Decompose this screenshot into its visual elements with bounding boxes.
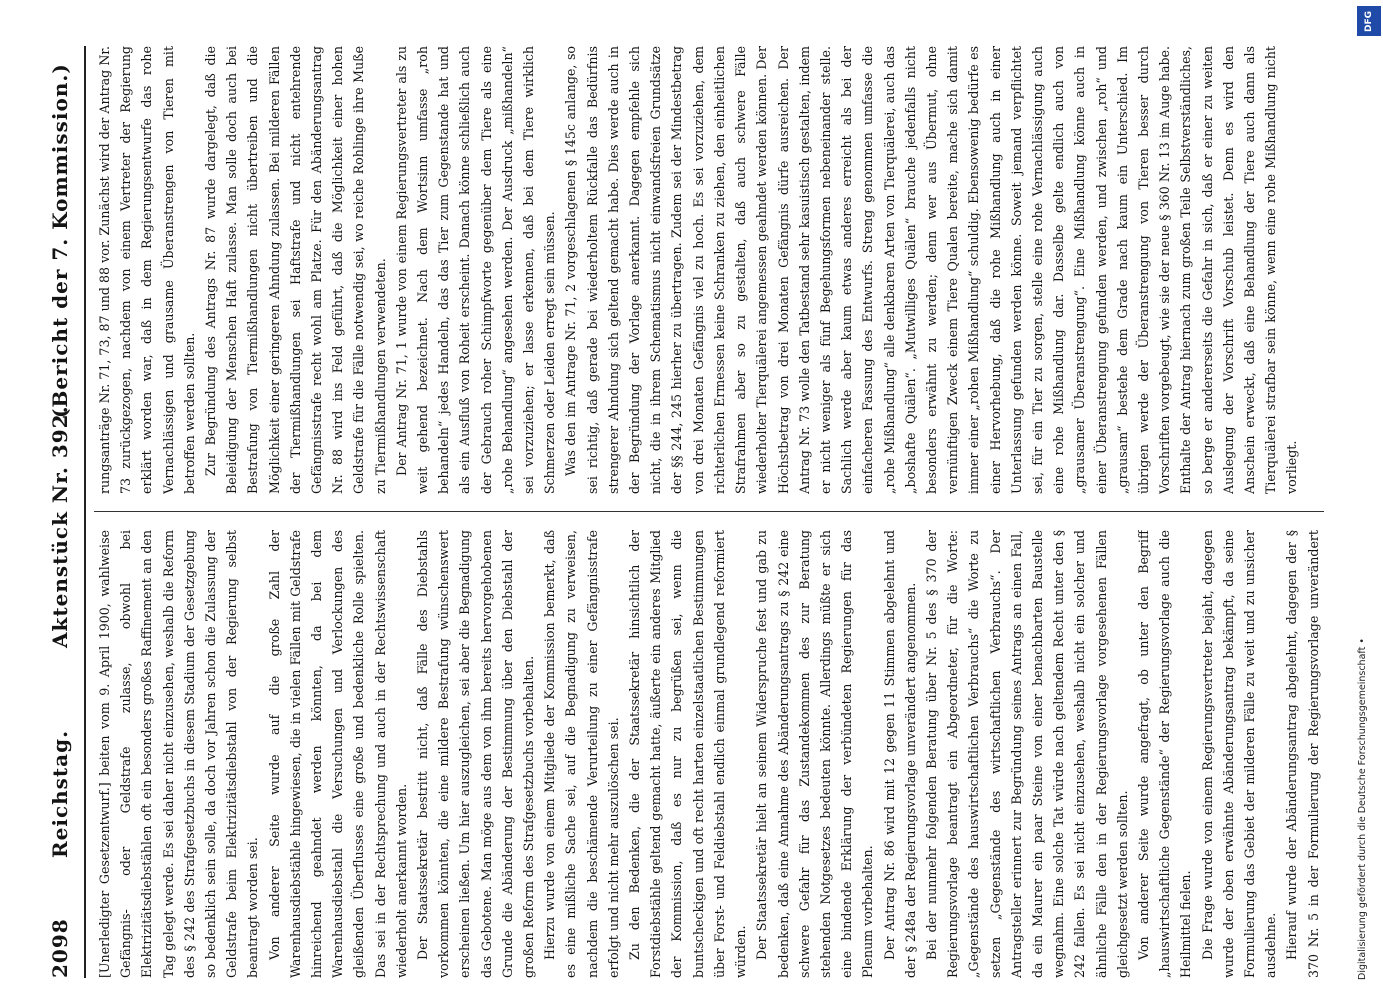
paragraph: Die Frage wurde von einem Regierungsvertreter bejaht, dagegen wurde der oben erwähnte Abänderungsantrag bekämpft, da seine Formulierung das Gebiet der milderen Fälle zu weit und zu unsicher ausdehne. [1199, 530, 1279, 978]
paragraph: Von anderer Seite wurde angefragt, ob unter den Begriff „hauswirtschaftliche Gegenstände“ der Regierungsvorlage auch die Heilmittel fielen. [1135, 530, 1194, 978]
section-title: (Bericht der 7. Kommission.) [48, 63, 72, 418]
paragraph: Zur Begründung des Antrags Nr. 87 wurde dargelegt, daß die Beleidigung der Menschen Haft zulasse. Man solle doch auch bei Bestrafung von Tiermißhandlungen nicht übertreiben und die Möglichkeit einer geringeren Ahndung zulassen. Bei milderen Fällen der Tiermißhandlungen sei Haftstrafe und nicht entehrende Gefängnisstrafe recht wohl am Platze. Für den Abänderungsantrag Nr. 88 wird ins Feld geführt, daß die Möglichkeit einer hohen Geldstrafe für die Fälle notwendig sei, wo reiche Rohlinge ihre Muße zu Tiermißhandlungen verwendeten. [203, 46, 388, 494]
paragraph: [Unerledigter Gesetzentwurf.] beiten vom 9. April 1900, wahlweise Gefängnis- oder Geldstrafe zulasse, obwohl bei Elektrizitätsdiebstählen oft ein besonders großes Raffinement an den Tag gelegt werde. Es sei daher nicht einzusehen, weshalb die Reform des § 242 des Strafgesetzbuchs in diesem Stadium der Gesetzgebung so bedenklich sein solle, da doch vor Jahren schon die Zulassung der Geldstrafe beim Elektrizitätsdiebstahl von der Regierung selbst beantragt worden sei. [97, 530, 261, 978]
paragraph: Der Staatssekretär bestritt nicht, daß Fälle des Diebstahls vorkommen könnten, die eine mildere Bestrafung wünschenswert erscheinen ließen. Um hier auszugleichen, sei aber die Begnadigung das Gebotene. Man möge aus dem von ihm bereits hervorgehobenen Grunde die Abänderung der Bestimmung über den Diebstahl der großen Reform des Strafgesetzbuchs vorbehalten. [415, 530, 537, 978]
document-title: Aktenstück Nr. 392. [48, 405, 72, 648]
paragraph: Von anderer Seite wurde auf die große Zahl der Warenhausdiebstähle hingewiesen, die in vielen Fällen mit Geldstrafe hinreichend geahndet werden könnten, da bei dem Warenhausdiebstahl die Versuchungen und Verlockungen des gleißenden Überflusses eine große und bedenkliche Rolle spielten. Das sei in der Rechtsprechung und auch in der Rechtswissenschaft wiederholt anerkannt worden. [266, 530, 409, 978]
dfg-logo: DFG [1357, 6, 1381, 36]
digitization-credit: Digitalisierung gefördert durch die Deutsche Forschungsgemeinschaft • [1357, 638, 1368, 980]
paragraph: Der Antrag Nr. 86 wird mit 12 gegen 11 Stimmen abgelehnt und der § 248a der Regierungsvorlage unverändert angenommen. [881, 530, 918, 978]
paragraph: rungsanträge Nr. 71, 73, 87 und 88 vor. Zunächst wird der Antrag Nr. 73 zurückgezogen, nachdem von einem Vertreter der Regierung erklärt worden war, daß in dem Regierungsentwurfe das rohe Vernachlässigen und grausame Überanstrengen von Tieren mit betroffen werden sollten. [97, 46, 197, 494]
page-number: 2098 [48, 918, 72, 978]
column-divider [94, 511, 1324, 512]
right-column [94, 46, 1324, 494]
paragraph: Was den im Antrage Nr. 71, 2 vorgeschlagenen § 145c anlange, so sei richtig, daß gerade bei wiederholtem Rückfalle das Bedürfnis strengerer Ahndung sich geltend gemacht habe. Dies werde auch in der Begründung der Vorlage anerkannt. Dagegen empfehle sich nicht, die in ihrem Schematismus nicht einwandsfreien Grundsätze der §§ 244, 245 hierher zu übertragen. Zudem sei der Mindestbetrag von drei Monaten Gefängnis viel zu hoch. Es sei vorzuziehen, dem richterlichen Ermessen keine Schranken zu ziehen, den einheitlichen Strafrahmen aber so zu gestalten, daß auch schwere Fälle wiederholter Tierquälerei angemessen geahndet werden können. Der Höchstbetrag von drei Monaten Gefängnis dürfe ausreichen. Der Antrag Nr. 73 wolle den Tatbestand sehr kasuistisch gestalten, indem er nicht weniger als fünf Begehungsformen nebeneinander stelle. Sachlich werde aber kaum etwas anderes erreicht als bei der einfacheren Fassung des Entwurfs. Streng genommen umfasse die „rohe Mißhandlung“ alle denkbaren Arten von Tierquälerei, auch das „boshafte Quälen“. „Mutwilliges Quälen“ brauche jedenfalls nicht besonders erwähnt zu werden; denn wer aus Übermut, ohne vernünftigen Zweck einem Tiere Qualen bereite, mache sich damit immer einer „rohen Mißhandlung“ schuldig. Ebensowenig bedürfe es einer Hervorhebung, daß die rohe Mißhandlung auch in einer Unterlassung gefunden werden könne. Soweit jemand verpflichtet sei, für ein Tier zu sorgen, stelle eine rohe Vernachlässigung auch eine rohe Mißhandlung dar. Dasselbe gelte endlich auch von „grausamer Überanstrengung“. Eine Mißhandlung könne auch in einer Überanstrengung gefunden werden, und zwischen „roh“ und „grausam“ bestehe dem Grade nach kaum ein Unterschied. Im übrigen werde der Überanstrengung von Tieren besser durch Vorschriften vorgebeugt, wie sie der neue § 360 Nr. 13 im Auge habe. Enthalte der Antrag hiernach zum großen Teile Selbstverständliches, so berge er andererseits die Gefahr in sich, daß er einer zu weiten Auslegung der Vorschrift Vorschub leistet. Denn es wird den Anschein erweckt, daß eine Behandlung der Tiere auch dann als Tierquälerei strafbar sein könne, wenn eine rohe Mißhandlung nicht vorliegt. [563, 46, 1300, 494]
paragraph: Bei der nunmehr folgenden Beratung über Nr. 5 des § 370 der Regierungsvorlage beantragt ein Abgeordneter, für die Worte: „Gegenstände des hauswirtschaftlichen Verbrauchs“ die Worte zu setzen „Gegenstände des wirtschaftlichen Verbrauchs“. Der Antragsteller erinnert zur Begründung seines Antrags an einen Fall, da ein Maurer ein paar Steine von einer benachbarten Baustelle wegnahm. Eine solche Tat würde nach geltendem Recht unter den § 242 fallen. Es sei nicht einzusehen, weshalb nicht ein solcher und ähnliche Fälle den in der Regierungsvorlage vorgesehenen Fällen gleichgesetzt werden sollten. [923, 530, 1130, 978]
rotated-page [40, 46, 1330, 978]
paragraph: Hierauf wurde der Abänderungsantrag abgelehnt, dagegen der § 370 Nr. 5 in der Formulierung der Regierungsvorlage unverändert [1284, 530, 1321, 978]
paragraph: Hierzu wurde von einem Mitgliede der Kommission bemerkt, daß es eine mißliche Sache sei, auf die Begnadigung zu verweisen, nachdem die beschämende Verurteilung zu einer Gefängnisstrafe erfolgt und nicht mehr auszulöschen sei. [542, 530, 621, 978]
left-column [94, 530, 1324, 978]
publisher-title: Reichstag. [48, 729, 72, 858]
paragraph: Der Staatssekretär hielt an seinem Widerspruche fest und gab zu bedenken, daß eine Annahme des Abänderungsantrags zu § 242 eine schwere Gefahr für das Zustandekommen des zur Beratung stehenden Notgesetzes bedeuten könnte. Allerdings müßte er sich eine bindende Erklärung der verbündeten Regierungen für das Plenum vorbehalten. [754, 530, 876, 978]
header-rule [84, 46, 86, 978]
paragraph: Der Antrag Nr. 71, 1 wurde von einem Regierungsvertreter als zu weit gehend bezeichnet. Nach dem Wortsinn umfasse „roh behandeln“ jedes Handeln, das das Tier zum Gegenstande hat und als ein Ausfluß von Roheit erscheint. Danach könne schließlich auch der Gebrauch roher Schimpfworte gegenüber dem Tiere als eine „rohe Behandlung“ angesehen werden. Der Ausdruck „mißhandeln“ sei vorzuziehen; er lasse erkennen, daß bei dem Tiere wirklich Schmerzen oder Leiden erregt sein müssen. [393, 46, 558, 494]
paragraph: Zu den Bedenken, die der Staatssekretär hinsichtlich der Forstdiebstähle geltend gemacht hatte, äußerte ein anderes Mitglied der Kommission, daß es nur zu begrüßen sei, wenn die buntscheckigen und oft recht harten einzelstaatlichen Bestimmungen über Forst- und Feldiebstahl endlich einmal grundlegend reformiert würden. [627, 530, 749, 978]
page-header [40, 46, 80, 978]
